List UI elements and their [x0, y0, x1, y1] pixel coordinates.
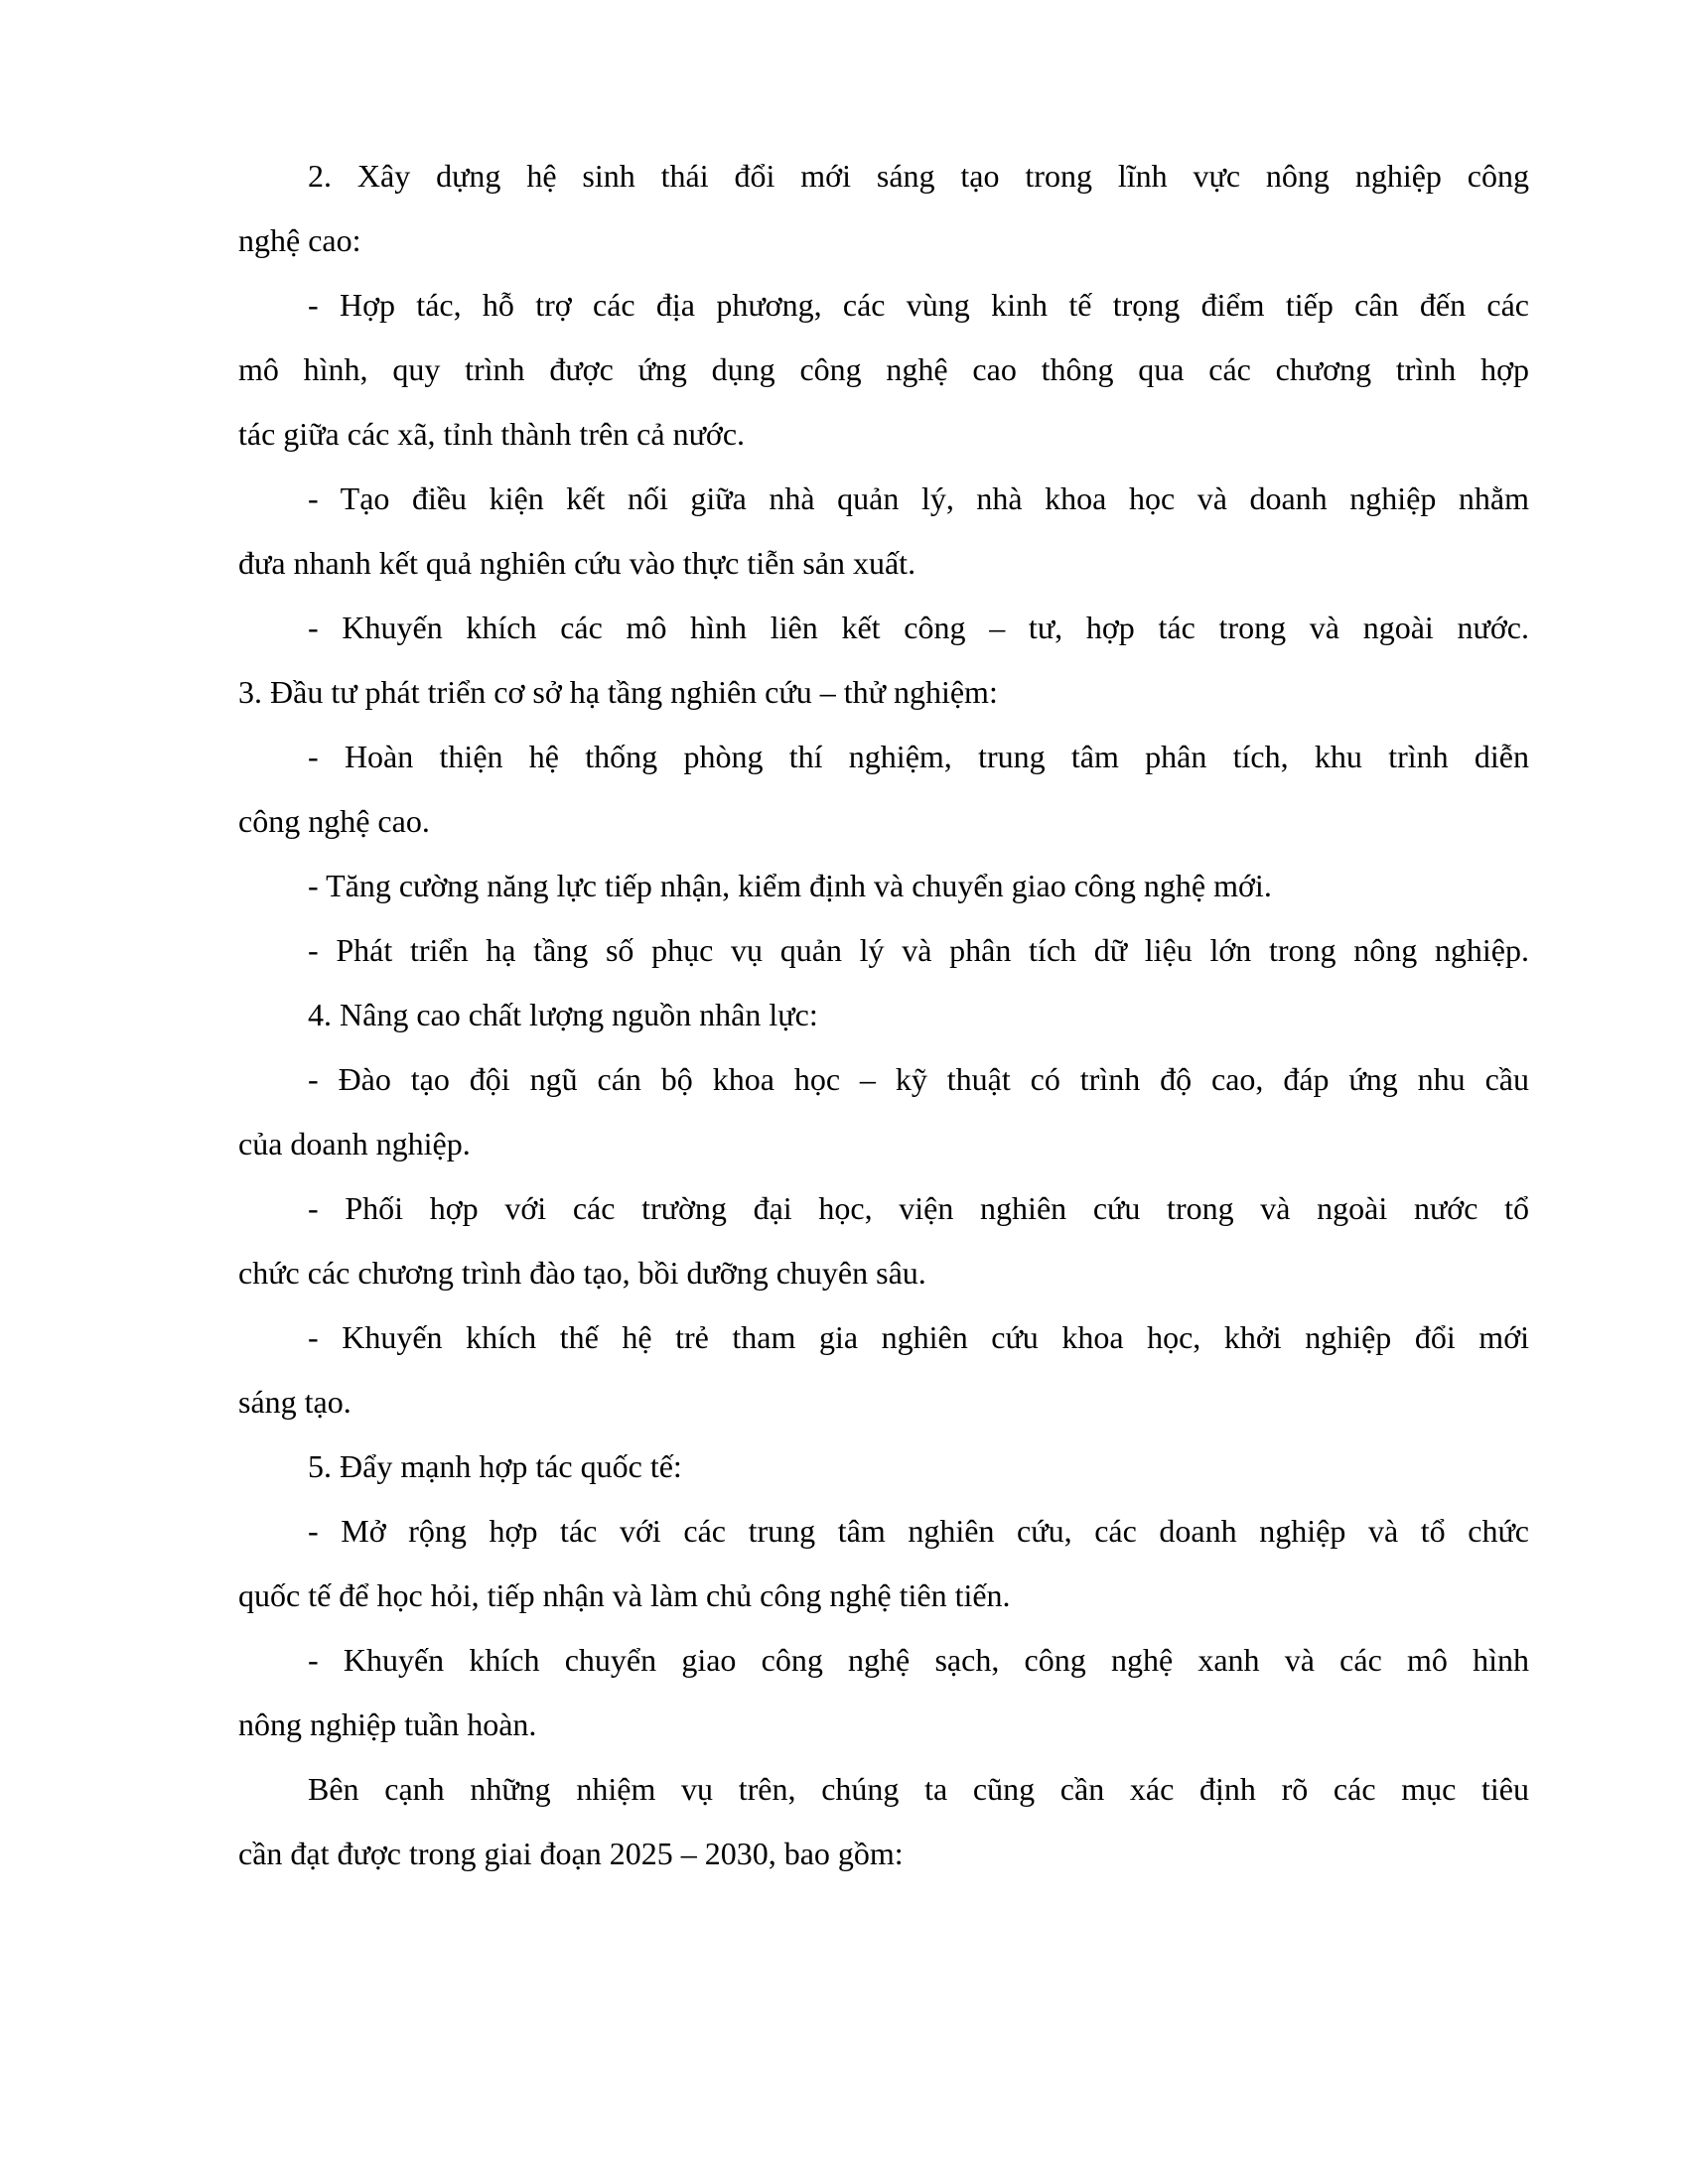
text-line: - Tạo điều kiện kết nối giữa nhà quản lý, nhà khoa học và doanh nghiệp nhằm: [308, 480, 1529, 516]
text-line: nghệ cao:: [238, 222, 361, 258]
text-line: sáng tạo.: [238, 1384, 352, 1420]
text-line: quốc tế để học hỏi, tiếp nhận và làm chủ công nghệ tiên tiến.: [238, 1577, 1011, 1613]
text-line: - Khuyến khích chuyển giao công nghệ sạch, công nghệ xanh và các mô hình: [308, 1642, 1529, 1678]
text-line: - Hợp tác, hỗ trợ các địa phương, các vùng kinh tế trọng điểm tiếp cân đến các: [308, 287, 1529, 323]
text-line: đưa nhanh kết quả nghiên cứu vào thực tiễn sản xuất.: [238, 545, 916, 581]
text-line: nông nghiệp tuần hoàn.: [238, 1706, 537, 1742]
text-line: 4. Nâng cao chất lượng nguồn nhân lực:: [308, 997, 818, 1032]
text-line: tác giữa các xã, tỉnh thành trên cả nước.: [238, 416, 746, 452]
text-line: chức các chương trình đào tạo, bồi dưỡng chuyên sâu.: [238, 1255, 926, 1291]
text-line: cần đạt được trong giai đoạn 2025 – 2030, bao gồm:: [238, 1836, 904, 1871]
text-line: mô hình, quy trình được ứng dụng công nghệ cao thông qua các chương trình hợp: [238, 351, 1529, 387]
text-line: - Phát triển hạ tầng số phục vụ quản lý và phân tích dữ liệu lớn trong nông nghiệp.: [308, 932, 1529, 968]
text-line: 3. Đầu tư phát triển cơ sở hạ tầng nghiên cứu – thử nghiệm:: [238, 674, 998, 710]
text-line: - Khuyến khích thế hệ trẻ tham gia nghiên cứu khoa học, khởi nghiệp đổi mới: [308, 1319, 1529, 1355]
text-line: của doanh nghiệp.: [238, 1126, 471, 1161]
text-line: - Tăng cường năng lực tiếp nhận, kiểm định và chuyển giao công nghệ mới.: [308, 868, 1272, 903]
text-line: công nghệ cao.: [238, 803, 430, 839]
text-line: Bên cạnh những nhiệm vụ trên, chúng ta cũng cần xác định rõ các mục tiêu: [308, 1771, 1529, 1807]
text-line: - Đào tạo đội ngũ cán bộ khoa học – kỹ thuật có trình độ cao, đáp ứng nhu cầu: [308, 1061, 1529, 1097]
text-line: - Khuyến khích các mô hình liên kết công – tư, hợp tác trong và ngoài nước.: [308, 610, 1529, 645]
text-line: - Phối hợp với các trường đại học, viện nghiên cứu trong và ngoài nước tổ: [308, 1190, 1529, 1226]
document-page: [238, 144, 1529, 1886]
text-line: 2. Xây dựng hệ sinh thái đổi mới sáng tạo trong lĩnh vực nông nghiệp công: [308, 158, 1529, 194]
text-line: - Mở rộng hợp tác với các trung tâm nghiên cứu, các doanh nghiệp và tổ chức: [308, 1513, 1529, 1549]
text-line: - Hoàn thiện hệ thống phòng thí nghiệm, trung tâm phân tích, khu trình diễn: [308, 739, 1529, 774]
text-line: 5. Đẩy mạnh hợp tác quốc tế:: [308, 1448, 682, 1484]
